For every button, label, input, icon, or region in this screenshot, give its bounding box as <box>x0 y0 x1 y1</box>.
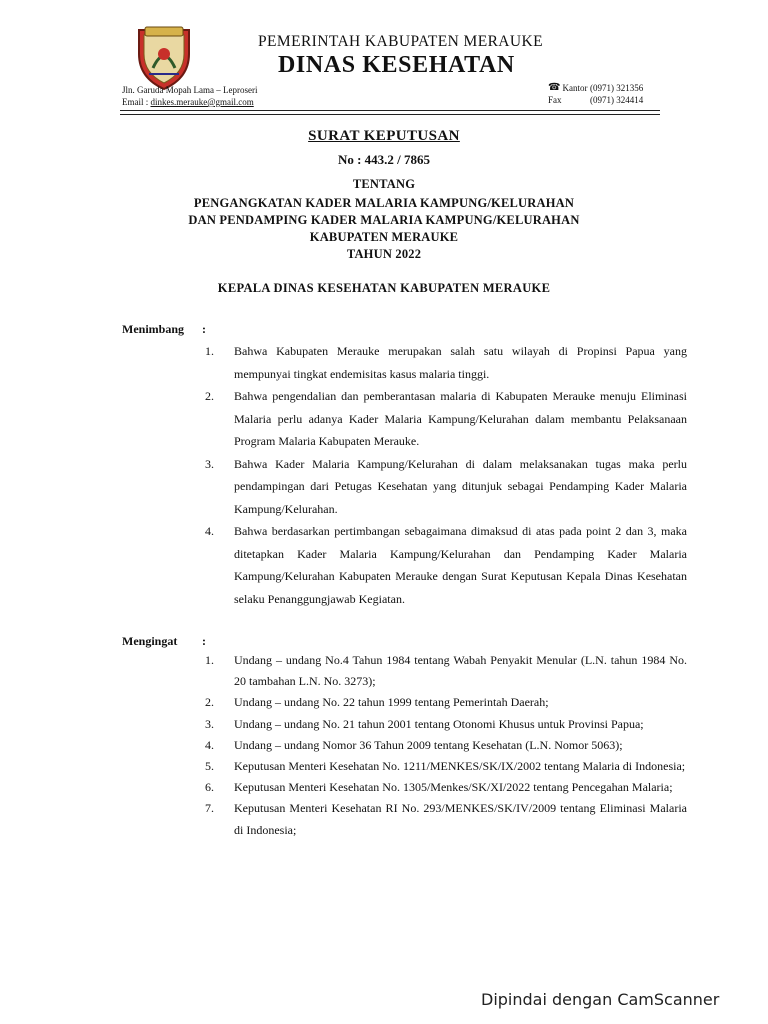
office-label: Kantor <box>562 83 588 93</box>
item-number: 7. <box>205 801 214 816</box>
fax-label: Fax <box>548 95 562 105</box>
item-text: Undang – undang No. 22 tahun 1999 tentang Pemerintah Daerah; <box>234 695 549 710</box>
decree-issuer: KEPALA DINAS KESEHATAN KABUPATEN MERAUKE <box>217 281 551 295</box>
item-text: Keputusan Menteri Kesehatan No. 1305/Menkes/SK/XI/2022 tentang Pencegahan Malaria; <box>234 780 673 795</box>
item-text: Bahwa berdasarkan pertimbangan sebagaimana dimaksud di atas pada point 2 dan 3, maka ditetapkan Kader Malaria Kampung/Kelurahan dan Pendamping Kader Malaria Kampung/Kelurahan Kabupaten Merauke dengan Surat Keputusan Kepala Dinas Kesehatan selaku Penanggungjawab Kegiatan. <box>234 524 687 606</box>
list-item <box>205 798 687 840</box>
list-item <box>205 714 687 735</box>
item-number: 5. <box>205 759 214 774</box>
list-item <box>205 777 687 798</box>
decree-about: TENTANG <box>352 177 416 191</box>
item-text: Undang – undang No. 21 tahun 2001 tentang Otonomi Khusus untuk Provinsi Papua; <box>234 716 644 731</box>
item-text: Keputusan Menteri Kesehatan RI No. 293/MENKES/SK/IV/2009 tentang Eliminasi Malaria di Indonesia; <box>234 801 687 837</box>
item-number: 4. <box>205 737 214 752</box>
merauke-emblem-icon <box>131 24 197 92</box>
item-text: Bahwa Kader Malaria Kampung/Kelurahan di dalam melaksanakan tugas maka perlu pendampingan dari Petugas Kesehatan yang ditunjuk sebagai Pendamping Kader Malaria Kampung/Kelurahan. <box>234 456 687 516</box>
item-number: 2. <box>205 389 214 403</box>
list-item <box>205 520 687 610</box>
street-address: Jln. Garuda Mopah Lama – Leproseri <box>122 85 258 95</box>
email-line <box>122 96 257 108</box>
item-number: 3. <box>205 716 214 731</box>
item-text: Bahwa Kabupaten Merauke merupakan salah satu wilayah di Propinsi Papua yang mempunyai tingkat endemisitas kasus malaria tinggi. <box>234 344 687 381</box>
subject-line: DAN PENDAMPING KADER MALARIA KAMPUNG/KELURAHAN <box>188 213 580 227</box>
scanner-watermark: Dipindai dengan CamScanner <box>481 990 720 1009</box>
office-phone-row <box>548 82 643 94</box>
government-name: PEMERINTAH KABUPATEN MERAUKE <box>258 33 543 50</box>
office-phone: (0971) 321356 <box>590 83 644 93</box>
item-number: 3. <box>205 456 214 471</box>
list-item <box>205 453 687 521</box>
menimbang-label: Menimbang <box>122 322 185 336</box>
email-label: Email : <box>122 97 151 107</box>
list-item <box>205 650 687 692</box>
item-text: Undang – undang No.4 Tahun 1984 tentang Wabah Penyakit Menular (L.N. tahun 1984 No. 20 tambahan L.N. No. 3273); <box>234 653 687 689</box>
item-text: Bahwa pengendalian dan pemberantasan malaria di Kabupaten Merauke menuju Eliminasi Malaria perlu adanya Kader Malaria Kampung/Kelurahan dalam membantu Pelaksanaan Program Malaria Kabupaten Merauke. <box>234 389 687 448</box>
subject-line: PENGANGKATAN KADER MALARIA KAMPUNG/KELURAHAN <box>193 196 575 210</box>
decree-number: No : 443.2 / 7865 <box>337 152 431 167</box>
address-block <box>122 84 257 108</box>
decree-title: SURAT KEPUTUSAN <box>308 128 460 144</box>
item-number: 1. <box>205 653 214 667</box>
contact-block <box>548 82 643 106</box>
item-number: 6. <box>205 780 214 795</box>
telephone-icon: ☎ <box>548 82 561 93</box>
item-number: 1. <box>205 344 214 358</box>
subject-line: TAHUN 2022 <box>346 247 422 261</box>
fax-number: (0971) 324414 <box>590 95 644 105</box>
list-item <box>205 340 687 385</box>
list-item <box>205 692 687 713</box>
list-item <box>205 735 687 756</box>
menimbang-list <box>205 340 687 610</box>
menimbang-colon: : <box>202 322 206 336</box>
list-item <box>205 756 687 777</box>
list-item <box>205 385 687 453</box>
email-link[interactable]: dinkes.merauke@gmail.com <box>150 97 254 107</box>
header-rule-thin <box>120 114 660 115</box>
item-text: Keputusan Menteri Kesehatan No. 1211/MENKES/SK/IX/2002 tentang Malaria di Indonesia; <box>234 759 686 774</box>
item-number: 4. <box>205 524 214 538</box>
mengingat-list <box>205 650 687 841</box>
item-text: Undang – undang Nomor 36 Tahun 2009 tentang Kesehatan (L.N. Nomor 5063); <box>234 737 623 752</box>
fax-row <box>548 94 643 106</box>
department-name: DINAS KESEHATAN <box>278 52 515 78</box>
mengingat-colon: : <box>202 634 206 648</box>
subject-line: KABUPATEN MERAUKE <box>309 230 459 244</box>
item-number: 2. <box>205 695 214 710</box>
mengingat-label: Mengingat <box>122 634 178 648</box>
header-rule-thick <box>120 110 660 111</box>
